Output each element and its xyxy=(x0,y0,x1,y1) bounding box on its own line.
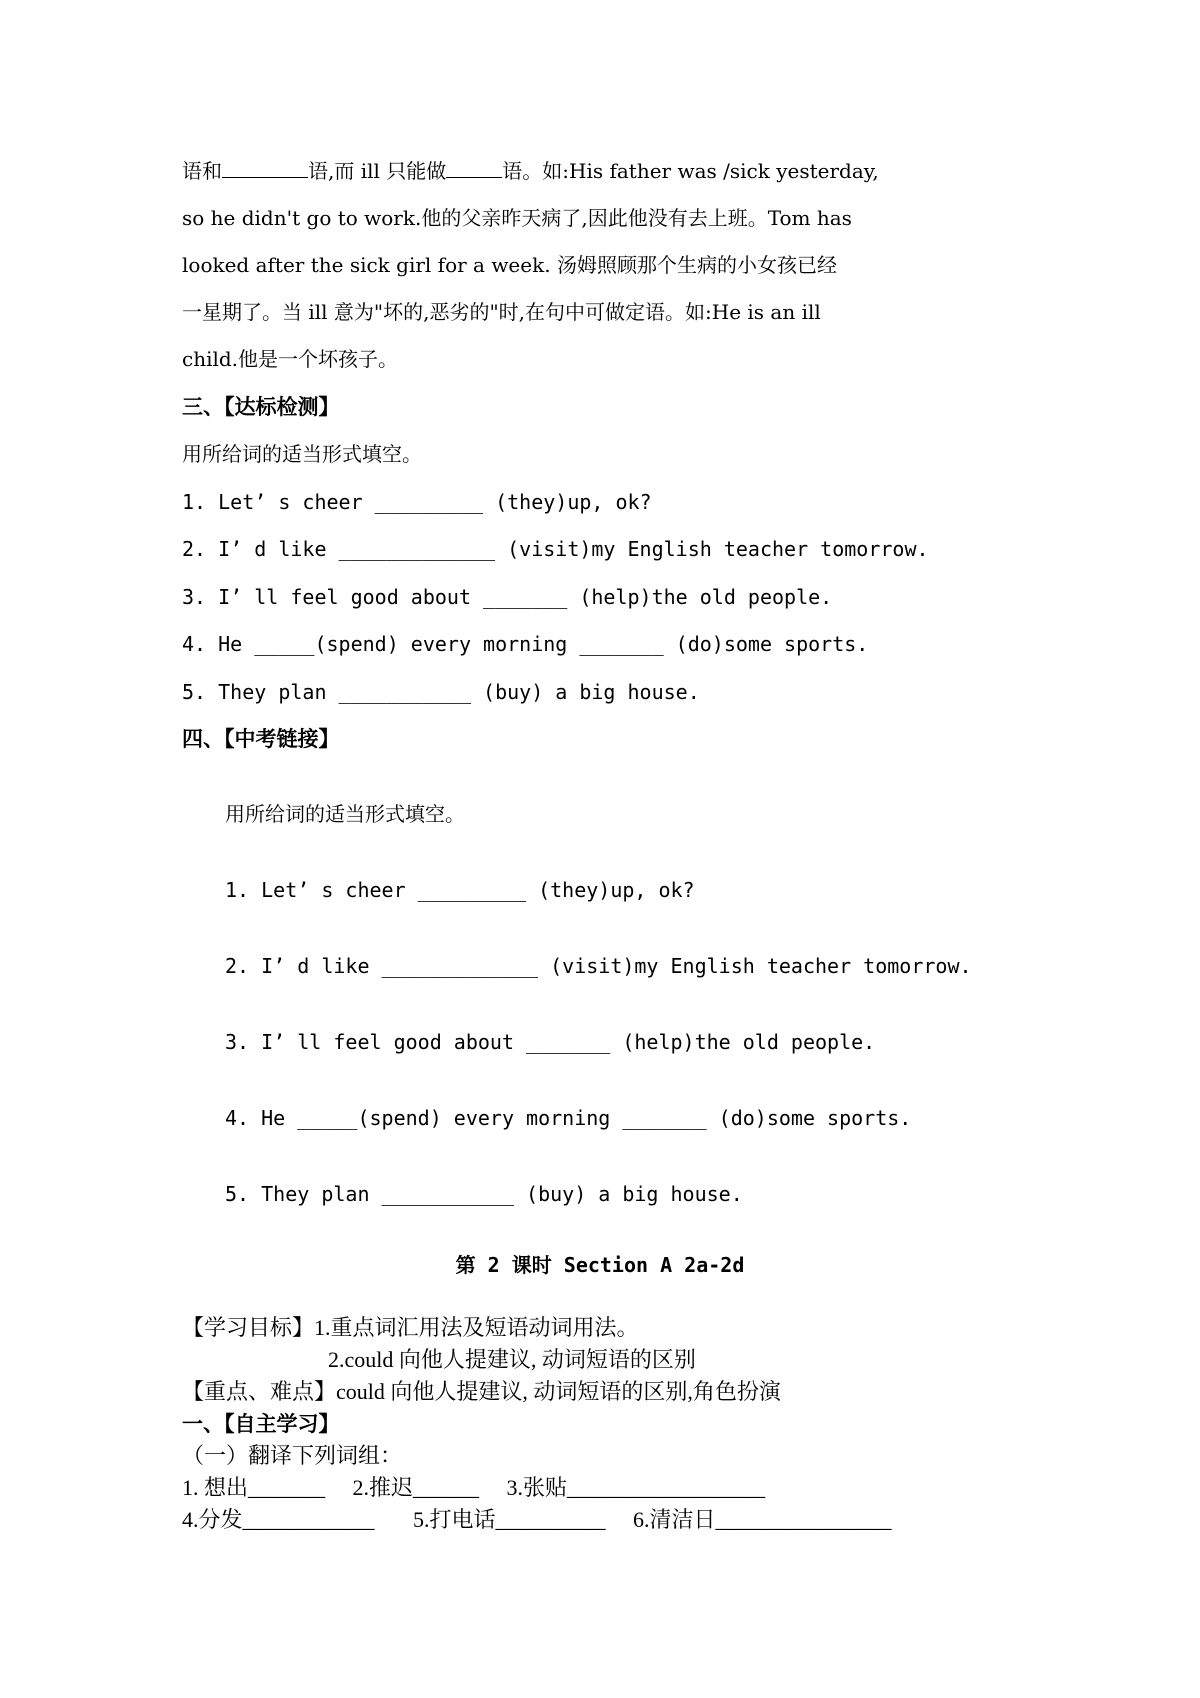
text-segment: 语,而 ill 只能做 xyxy=(308,159,447,183)
section4-instruction: 用所给词的适当形式填空。 xyxy=(225,802,465,826)
section4-item-3: 3. I’ ll feel good about _______ (help)the old people. xyxy=(225,1030,876,1054)
section3-instruction: 用所给词的适当形式填空。 xyxy=(182,442,422,466)
self-study-heading: 一、【自主学习】 xyxy=(182,1412,340,1436)
learning-goals-line-1: 【学习目标】1.重点词汇用法及短语动词用法。 xyxy=(182,1315,639,1340)
section3-item-1: 1. Let’ s cheer _________ (they)up, ok? xyxy=(182,490,652,514)
fill-blank xyxy=(222,157,308,178)
section4-item-5: 5. They plan ___________ (buy) a big house. xyxy=(225,1182,743,1206)
key-points: 【重点、难点】could 向他人提建议, 动词短语的区别,角色扮演 xyxy=(182,1379,781,1404)
phrase-row-2: 4.分发____________ 5.打电话__________ 6.清洁日________________ xyxy=(182,1507,892,1532)
paragraph-line-4: 一星期了。当 ill 意为"坏的,恶劣的"时,在句中可做定语。如:He is an ill xyxy=(182,300,821,324)
section3-heading: 三、【达标检测】 xyxy=(182,395,340,419)
paragraph-line-3: looked after the sick girl for a week. 汤姆照顾那个生病的小女孩已经 xyxy=(182,253,837,277)
section4-heading: 四、【中考链接】 xyxy=(182,727,340,751)
lesson2-title: 第 2 课时 Section A 2a-2d xyxy=(455,1253,745,1277)
paragraph-line-1 xyxy=(182,157,879,185)
section4-item-1: 1. Let’ s cheer _________ (they)up, ok? xyxy=(225,878,695,902)
paragraph-line-5: child.他是一个坏孩子。 xyxy=(182,347,399,371)
section3-item-4: 4. He _____(spend) every morning _______ (do)some sports. xyxy=(182,632,869,656)
section4-item-2: 2. I’ d like _____________ (visit)my English teacher tomorrow. xyxy=(225,954,972,978)
section4-item-4: 4. He _____(spend) every morning _______ (do)some sports. xyxy=(225,1106,912,1130)
paragraph-line-2: so he didn't go to work.他的父亲昨天病了,因此他没有去上班。Tom has xyxy=(182,206,852,230)
phrase-row-1: 1. 想出_______ 2.推迟______ 3.张贴__________________ xyxy=(182,1475,766,1500)
section3-item-2: 2. I’ d like _____________ (visit)my English teacher tomorrow. xyxy=(182,537,929,561)
section3-item-3: 3. I’ ll feel good about _______ (help)the old people. xyxy=(182,585,833,609)
learning-goals-line-2: 2.could 向他人提建议, 动词短语的区别 xyxy=(328,1347,696,1372)
fill-blank xyxy=(446,157,502,178)
section3-item-5: 5. They plan ___________ (buy) a big house. xyxy=(182,680,700,704)
text-segment: 语和 xyxy=(182,159,222,183)
translate-instruction: （一）翻译下列词组： xyxy=(182,1443,403,1468)
text-segment: 语。如:His father was /sick yesterday, xyxy=(502,159,879,183)
